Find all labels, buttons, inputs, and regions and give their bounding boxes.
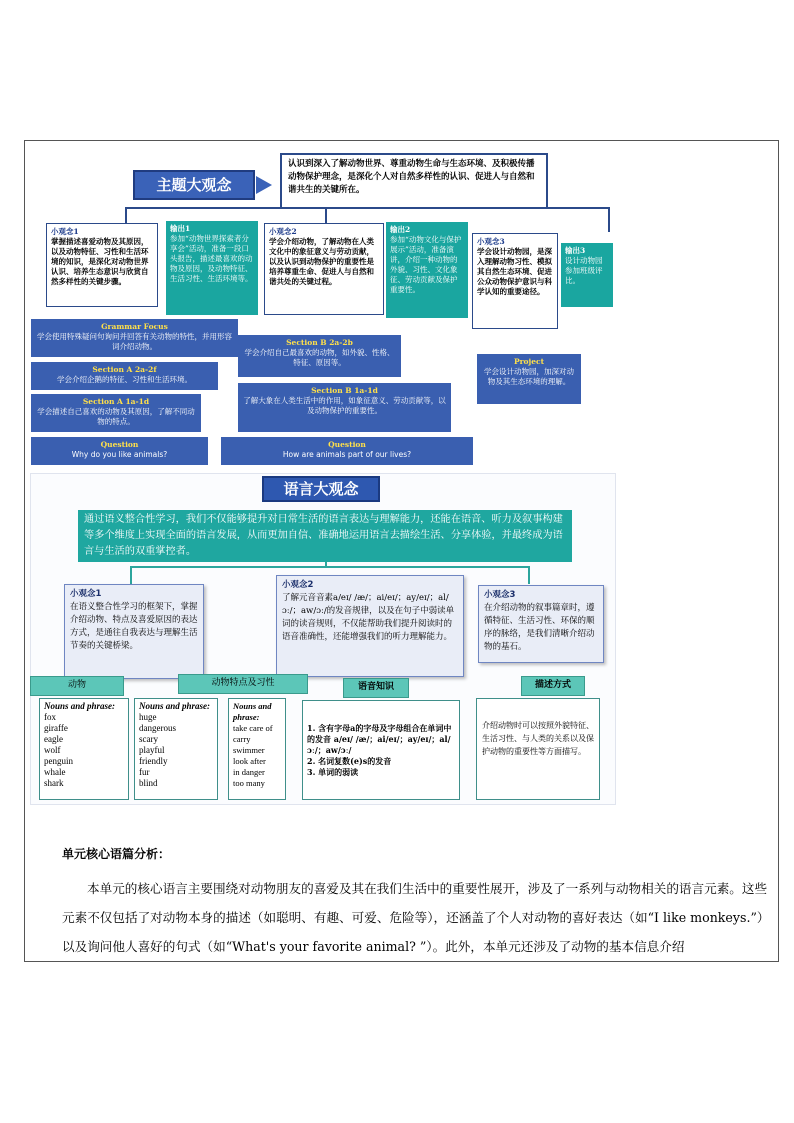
adjective-item: blind xyxy=(139,778,158,788)
description-box xyxy=(476,698,600,800)
question2-body: How are animals part of our lives? xyxy=(282,450,412,459)
analysis-heading: 单元核心语篇分析： xyxy=(62,847,171,861)
section-a2-title: Section A 2a-2f xyxy=(92,365,157,374)
theme-sub2-box xyxy=(264,223,384,315)
connector-line xyxy=(125,207,127,223)
phonics-item: 3. 单词的弱读 xyxy=(307,767,359,777)
phonics-item: 1. 含有字母a的字母及字母组合在单词中的发音 a/eɪ/ /æ/；ai/eɪ/；ay/eɪ/；al/ɔː/；aw/ɔː/ xyxy=(307,723,452,755)
sub2-body: 学会介绍动物，了解动物在人类文化中的象征意义与劳动贡献，以及认识到动物保护的重要性是培养尊重生命、促进人与自然和谐共处的关键过程。 xyxy=(269,237,374,286)
tag-description: 描述方式 xyxy=(521,676,585,696)
lang-sub2-box xyxy=(276,575,464,677)
out2-body: 参加“动物文化与保护展示”活动，准备演讲，介绍一种动物的外貌、习性、文化象征、劳动贡献及保护重要性。 xyxy=(390,235,462,294)
out1-title: 输出1 xyxy=(170,224,191,233)
tag-traits: 动物特点及习性 xyxy=(178,674,308,694)
sub3-body: 学会设计动物园，是深入理解动物习性、模拟其自然生态环境、促进公众动物保护意识与科学认知的重要途径。 xyxy=(477,247,552,296)
language-connector xyxy=(130,566,530,568)
animal-item: giraffe xyxy=(44,723,68,733)
lang-sub1-box xyxy=(64,584,204,679)
theme-out1-box xyxy=(166,221,258,315)
adjective-item: fur xyxy=(139,767,150,777)
analysis-paragraph: 本单元的核心语言主要围绕对动物朋友的喜爱及其在我们生活中的重要性展开，涉及了一系列与动物相关的语言元素。这些元素不仅包括了对动物本身的描述（如聪明、有趣、可爱、危险等），还涵盖了个人对动物的喜好表达（如“I like monkeys.”）以及询问他人喜好的句式（如“What's your favorite animal? ”）。此外，本单元还涉及了动物的基本信息介绍 xyxy=(62,881,770,954)
sub1-body: 掌握描述喜爱动物及其原因，以及动物特征、习性和生活环境的知识，是深化对动物世界认识、培养生态意识与欣赏自然多样性的关键步骤。 xyxy=(51,237,149,286)
adjective-item: playful xyxy=(139,745,165,755)
animals-heading: Nouns and phrase: xyxy=(44,701,116,711)
language-connector xyxy=(130,566,132,584)
language-connector xyxy=(528,566,530,584)
adjectives-list xyxy=(134,698,218,800)
theme-sub3-box xyxy=(472,233,558,329)
question2-title: Question xyxy=(328,440,366,449)
theme-title: 主题大观念 xyxy=(133,170,255,200)
theme-out3-box xyxy=(561,243,613,307)
language-title: 语言大观念 xyxy=(262,476,380,502)
theme-sub1-box xyxy=(46,223,158,307)
out1-body: 参加“动物世界探索者分享会”活动，准备一段口头报告，描述最喜欢的动物及原因，及动物特征、生活习性、生活环境等。 xyxy=(170,234,253,283)
adjectives-heading: Nouns and phrase: xyxy=(139,701,211,711)
section-b1-title: Section B 1a-1d xyxy=(311,386,378,395)
sub1-title: 小观念1 xyxy=(51,227,79,236)
lang-sub2-body: 了解元音音素a/eɪ/ /æ/；ai/eɪ/；ay/eɪ/；al/ɔː/；aw/ɔː/的发音规律，以及在句子中弱读单词的读音规则，不仅能帮助我们提升阅读时的语音准确性，还能增强我们的听力理解能力。 xyxy=(282,593,455,642)
animal-item: whale xyxy=(44,767,66,777)
phonics-box xyxy=(302,700,460,800)
section-b2-box xyxy=(238,335,401,377)
grammar-title: Grammar Focus xyxy=(101,322,168,331)
arrow-icon xyxy=(256,176,272,194)
lang-sub3-title: 小观念3 xyxy=(484,590,516,600)
adjective-item: dangerous xyxy=(139,723,176,733)
grammar-body: 学会使用特殊疑问句询问并回答有关动物的特性，并用形容词介绍动物。 xyxy=(37,332,232,351)
animal-item: shark xyxy=(44,778,64,788)
section-a2-box xyxy=(31,362,218,390)
grammar-focus-box xyxy=(31,319,238,357)
adjective-item: friendly xyxy=(139,756,168,766)
lang-sub2-title: 小观念2 xyxy=(282,580,314,590)
phrases-list xyxy=(228,698,286,800)
section-a1-title: Section A 1a-1d xyxy=(82,397,150,406)
section-b2-body: 学会介绍自己最喜欢的动物，如外貌、性格、特征、原因等。 xyxy=(244,348,395,367)
out3-title: 输出3 xyxy=(565,246,586,255)
lang-sub1-title: 小观念1 xyxy=(70,589,102,599)
theme-out2-box xyxy=(386,222,468,318)
phrases-heading: Nouns and phrase: xyxy=(233,701,272,722)
out3-body: 设计动物园参加班级评比。 xyxy=(565,256,603,285)
question1-box xyxy=(31,437,208,465)
tag-animals: 动物 xyxy=(30,676,124,696)
tag-phonics: 语音知识 xyxy=(343,678,409,698)
phonics-item: 2. 名词复数(e)s的发音 xyxy=(307,756,392,766)
adjective-item: huge xyxy=(139,712,157,722)
phrase-item: too many xyxy=(233,778,265,788)
section-a2-body: 学会介绍企鹅的特征、习性和生活环境。 xyxy=(57,375,192,384)
description-text: 介绍动物时可以按照外貌特征、生活习性、与人类的关系以及保护动物的重要性等方面描写。 xyxy=(482,721,594,756)
section-a1-body: 学会描述自己喜欢的动物及其原因，了解不同动物的特点。 xyxy=(37,407,195,426)
animal-item: wolf xyxy=(44,745,61,755)
connector-line xyxy=(608,207,610,232)
project-body: 学会设计动物园，加深对动物及其生态环境的理解。 xyxy=(484,367,574,386)
phrase-item: swimmer xyxy=(233,745,265,755)
connector-line xyxy=(325,207,327,223)
lang-sub3-body: 在介绍动物的叙事篇章时，遵循特征、生活习性、环保的顺序的脉络，是我们清晰介绍动物的基石。 xyxy=(484,603,595,652)
theme-summary: 认识到深入了解动物世界、尊重动物生命与生态环境、及积极传播动物保护理念，是深化个人对自然多样性的认识、促进人与自然和谐共生的关键所在。 xyxy=(280,153,548,209)
section-b1-body: 了解大象在人类生活中的作用，如象征意义、劳动贡献等，以及动物保护的重要性。 xyxy=(243,396,446,415)
question1-title: Question xyxy=(100,440,139,449)
phrase-item: look after xyxy=(233,756,266,766)
section-b1-box xyxy=(238,383,451,432)
lang-sub3-box xyxy=(478,585,604,663)
animal-item: eagle xyxy=(44,734,63,744)
out2-title: 输出2 xyxy=(390,225,411,234)
section-b2-title: Section B 2a-2b xyxy=(286,338,353,347)
sub3-title: 小观念3 xyxy=(477,237,505,246)
project-box xyxy=(477,354,581,404)
language-summary: 通过语义整合性学习，我们不仅能够提升对日常生活的语言表达与理解能力，还能在语音、听力及叙事构建等多个维度上实现全面的语言发展，从而更加自信、准确地运用语言去描绘生活、分享体验，并最终成为语言与生活的双重掌控者。 xyxy=(78,510,572,562)
connector-line xyxy=(125,207,610,209)
lang-sub1-body: 在语义整合性学习的框架下，掌握介绍动物、特点及喜爱原因的表达方式，是通往自我表达与理解生活节奏的关键桥梁。 xyxy=(70,602,198,651)
language-connector xyxy=(325,562,327,568)
section-a1-box xyxy=(31,394,201,432)
sub2-title: 小观念2 xyxy=(269,227,297,236)
phrase-item: take care of xyxy=(233,723,273,733)
project-title: Project xyxy=(513,357,545,366)
animal-item: penguin xyxy=(44,756,73,766)
question1-body: Why do you like animals? xyxy=(71,450,168,459)
animals-list xyxy=(39,698,129,800)
phrase-item: in danger xyxy=(233,767,265,777)
adjective-item: scary xyxy=(139,734,158,744)
question2-box xyxy=(221,437,473,465)
animal-item: fox xyxy=(44,712,56,722)
phrase-item: carry xyxy=(233,734,251,744)
